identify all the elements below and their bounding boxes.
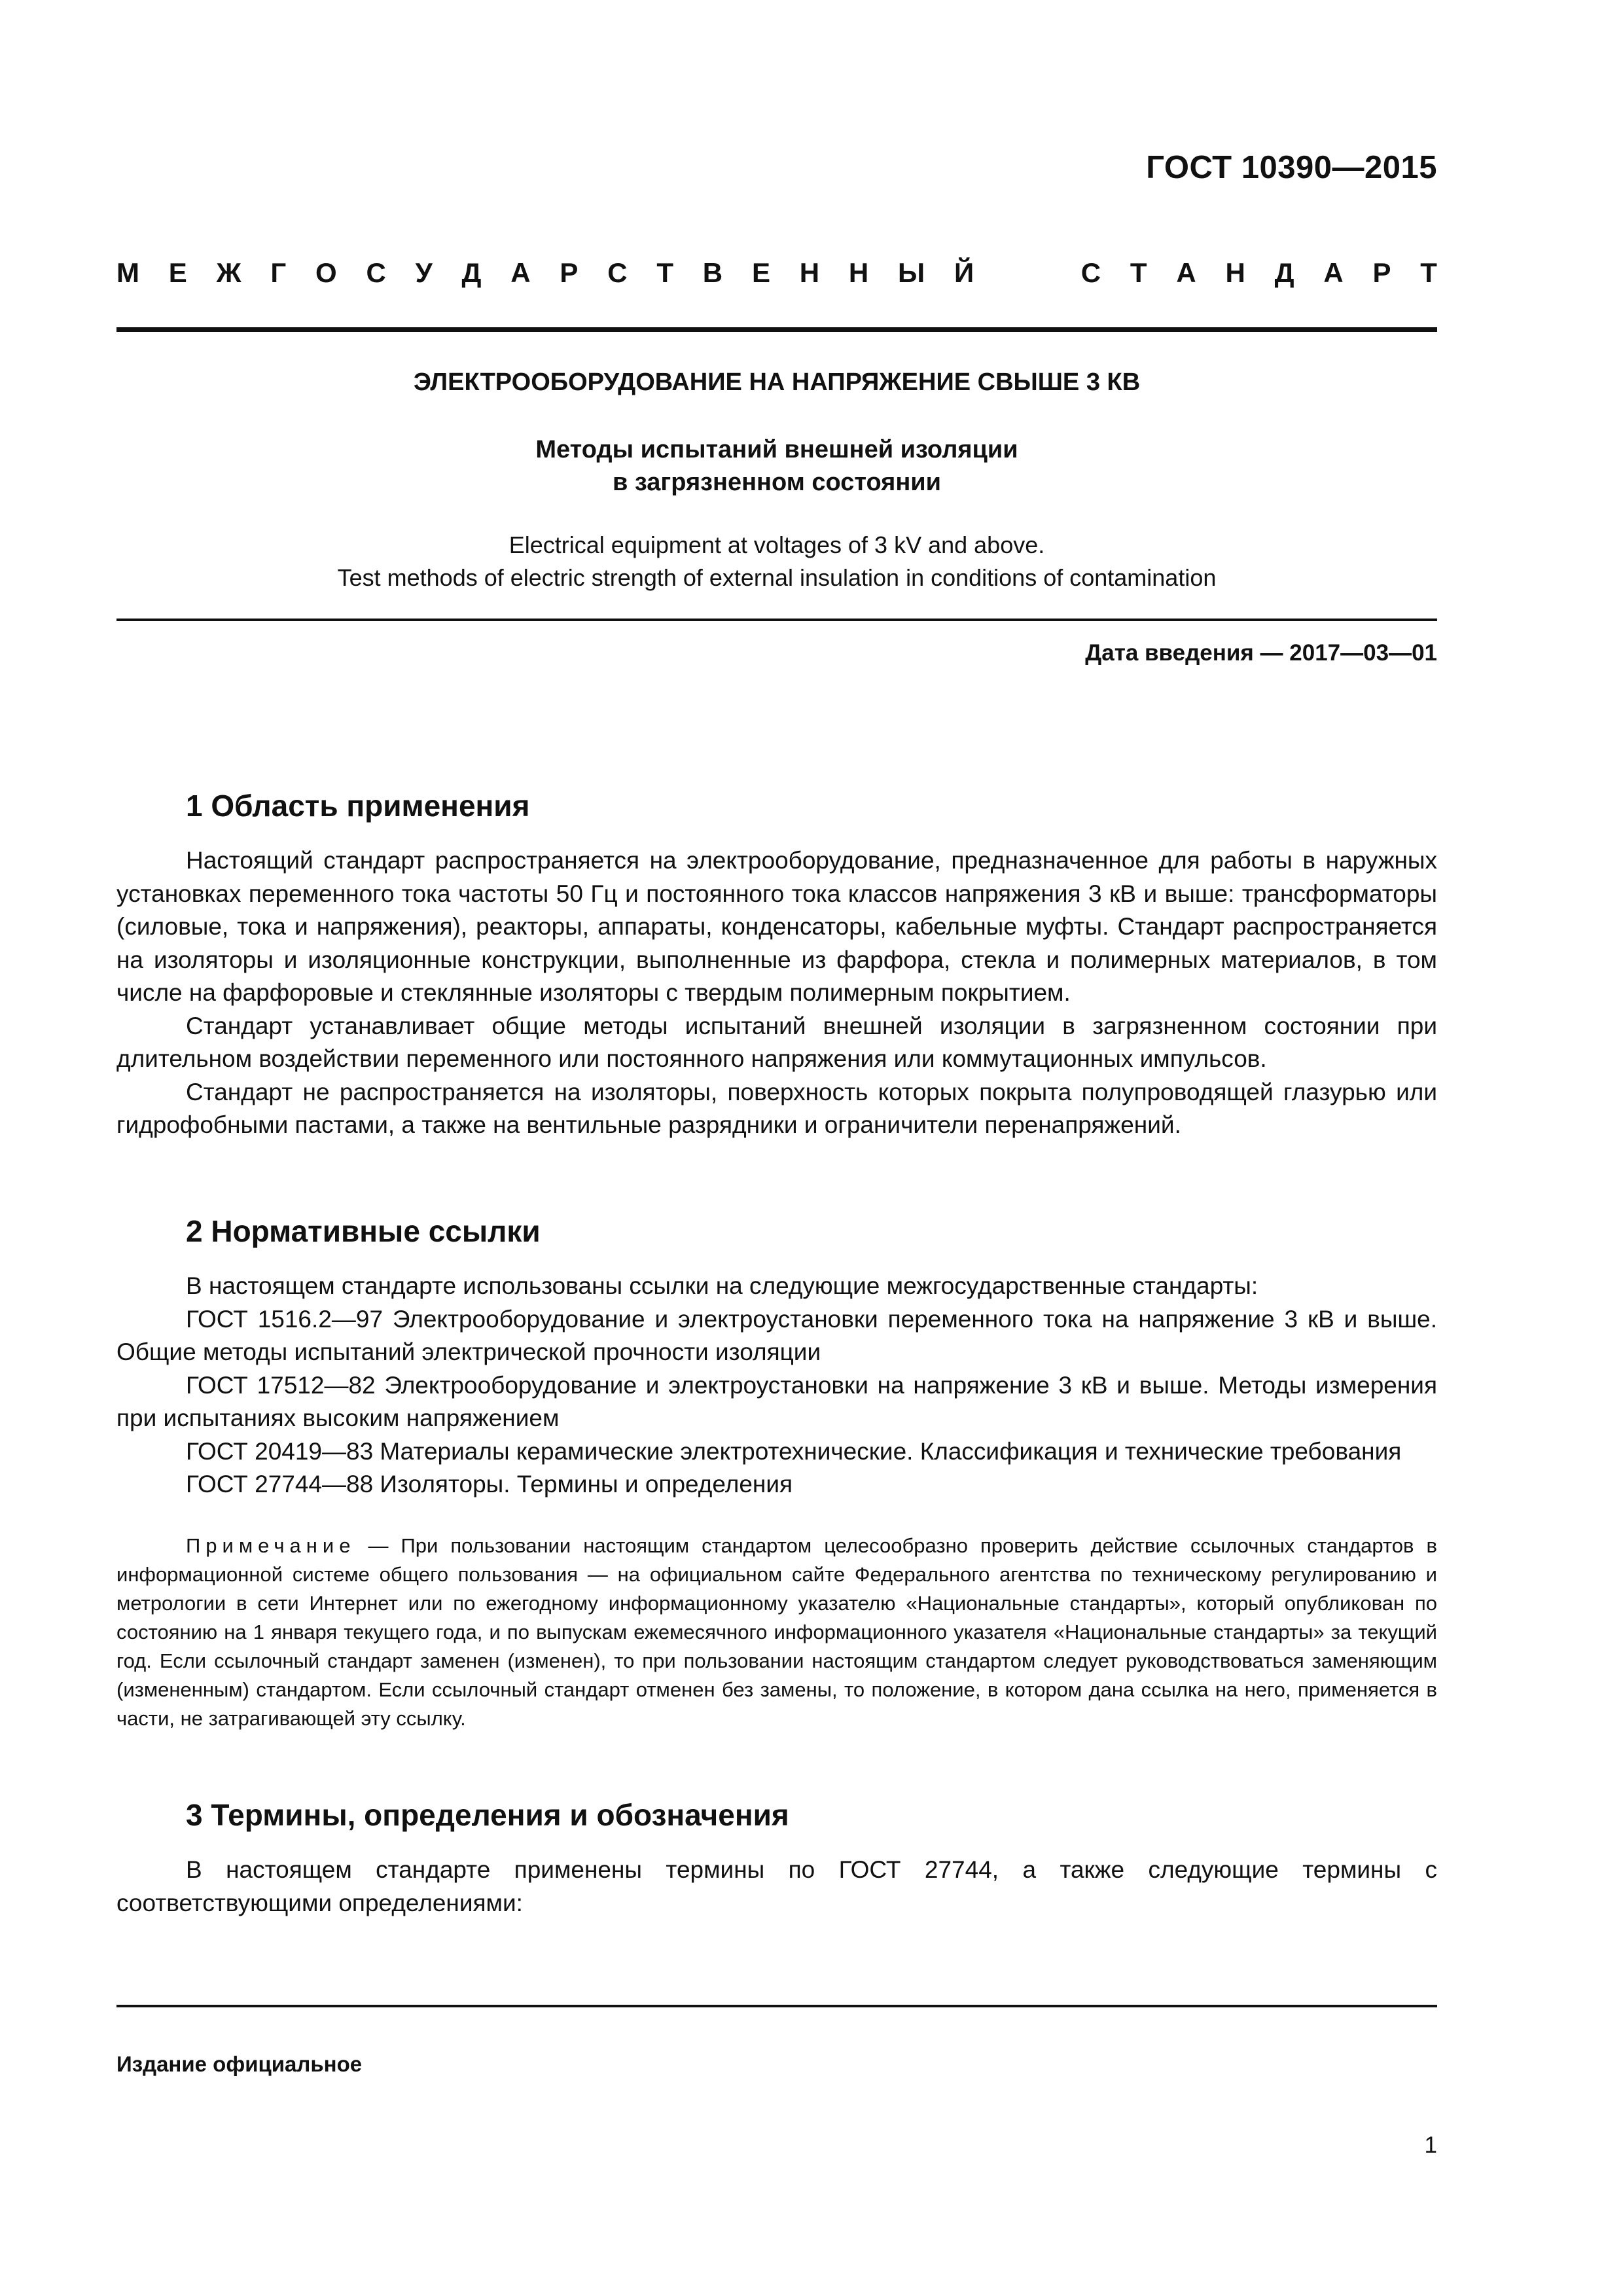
section-1-body xyxy=(116,844,1437,1142)
section-1-heading: 1 Область применения xyxy=(186,789,530,823)
banner-letter: Ж xyxy=(216,257,241,288)
banner-letter: Е xyxy=(751,257,770,288)
header-divider xyxy=(116,327,1437,332)
banner-letter: О xyxy=(315,257,337,288)
english-title xyxy=(116,529,1437,594)
banner-letter: М xyxy=(116,257,139,288)
banner-letter: Н xyxy=(848,257,869,288)
english-title-line: Test methods of electric strength of external insulation in conditions of contamination xyxy=(337,564,1217,591)
section-2-heading: 2 Нормативные ссылки xyxy=(186,1214,541,1248)
paragraph: В настоящем стандарте использованы ссылки на следующие межгосударственные стандарты: xyxy=(186,1272,1258,1299)
banner-letter: С xyxy=(607,257,628,288)
banner-letter: Й xyxy=(954,257,974,288)
banner-letter: Д xyxy=(461,257,482,288)
page-number: 1 xyxy=(1424,2132,1437,2158)
reference-item: ГОСТ 1516.2—97 Электрооборудование и электроустановки переменного тока на напряжение 3 кВ и выше. Общие методы испытаний электрической прочности изоляции xyxy=(116,1305,1437,1365)
introduction-date: Дата введения — 2017—03—01 xyxy=(1085,640,1437,666)
edition-label: Издание официальное xyxy=(116,2052,363,2076)
banner-letter: Н xyxy=(1225,257,1245,288)
paragraph: Настоящий стандарт распространяется на электрооборудование, предназначенное для работы в наружных установках переменного тока частоты 50 Гц и постоянного тока классов напряжения 3 кВ и выше: трансформаторы (силовые, тока и напряжения), реакторы, аппараты, конденсаторы, кабельные муфты. Стандарт распространяется на изоляторы и изоляционные конструкции, выполненные из фарфора, стекла и полимерных материалов, в том числе на фарфоровые и стеклянные изоляторы с твердым полимерным покрытием. xyxy=(116,847,1437,1006)
banner-letter: С xyxy=(1080,257,1101,288)
section-2-body xyxy=(116,1270,1437,1501)
banner-letter: А xyxy=(1176,257,1196,288)
banner-gap xyxy=(1003,257,1052,289)
reference-item: ГОСТ 27744—88 Изоляторы. Термины и определения xyxy=(186,1471,793,1498)
banner-letter: А xyxy=(510,257,531,288)
section-2-note xyxy=(116,1532,1437,1733)
banner-letter: Ы xyxy=(898,257,925,288)
document-subtitle xyxy=(116,433,1437,499)
banner-letter: Р xyxy=(1372,257,1391,288)
banner-letter: У xyxy=(415,257,433,288)
paragraph: В настоящем стандарте применены термины по ГОСТ 27744, а также следующие термины с соответствующими определениями: xyxy=(116,1856,1437,1916)
banner-letter: Н xyxy=(799,257,820,288)
banner-letter: Т xyxy=(656,257,673,288)
section-3-heading: 3 Термины, определения и обозначения xyxy=(186,1798,789,1832)
banner-letter: Е xyxy=(168,257,187,288)
note-paragraph xyxy=(116,1532,1437,1733)
document-title: ЭЛЕКТРООБОРУДОВАНИЕ НА НАПРЯЖЕНИЕ СВЫШЕ 3 КВ xyxy=(413,368,1141,396)
paragraph: Стандарт устанавливает общие методы испытаний внешней изоляции в загрязненном состоянии при длительном воздействии переменного или постоянного напряжения или коммутационных импульсов. xyxy=(116,1012,1437,1072)
banner-letter: Р xyxy=(560,257,579,288)
title-divider xyxy=(116,619,1437,621)
note-label: Примечание xyxy=(186,1534,356,1557)
note-text: — При пользовании настоящим стандартом целесообразно проверить действие ссылочных стандартов в информационной системе общего пользования — на официальном сайте Федерального агентства по техническому регулированию и метрологии в сети Интернет или по ежегодному информационному указателю «Национальные стандарты», который опубликован по состоянию на 1 января текущего года, и по выпускам ежемесячного информационного указателя «Национальные стандарты» за текущий год. Если ссылочный стандарт заменен (изменен), то при пользовании настоящим стандартом следует руководствоваться заменяющим (измененным) стандартом. Если ссылочный стандарт отменен без замены, то положение, в котором дана ссылка на него, применяется в части, не затрагивающей эту ссылку. xyxy=(116,1534,1437,1730)
section-3-body xyxy=(116,1854,1437,1920)
banner-letter: Т xyxy=(1130,257,1147,288)
reference-item: ГОСТ 20419—83 Материалы керамические электротехнические. Классификация и технические требования xyxy=(186,1437,1402,1465)
banner-letter: А xyxy=(1323,257,1344,288)
footer-divider xyxy=(116,2005,1437,2007)
subtitle-line: Методы испытаний внешней изоляции xyxy=(535,436,1018,463)
subtitle-line: в загрязненном состоянии xyxy=(612,469,942,496)
banner-letter: Т xyxy=(1420,257,1437,288)
banner-letter: С xyxy=(366,257,386,288)
english-title-line: Electrical equipment at voltages of 3 kV and above. xyxy=(508,531,1045,558)
reference-item: ГОСТ 17512—82 Электрооборудование и электроустановки на напряжение 3 кВ и выше. Методы измерения при испытаниях высоким напряжением xyxy=(116,1371,1437,1431)
banner-letter: В xyxy=(702,257,723,288)
banner-letter: Д xyxy=(1274,257,1294,288)
banner-letter: Г xyxy=(270,257,287,288)
interstate-standard-banner xyxy=(116,257,1437,289)
paragraph: Стандарт не распространяется на изоляторы, поверхность которых покрыта полупроводящей глазурью или гидрофобными пастами, а также на вентильные разрядники и ограничители перенапряжений. xyxy=(116,1078,1437,1138)
document-code: ГОСТ 10390—2015 xyxy=(1146,150,1437,185)
